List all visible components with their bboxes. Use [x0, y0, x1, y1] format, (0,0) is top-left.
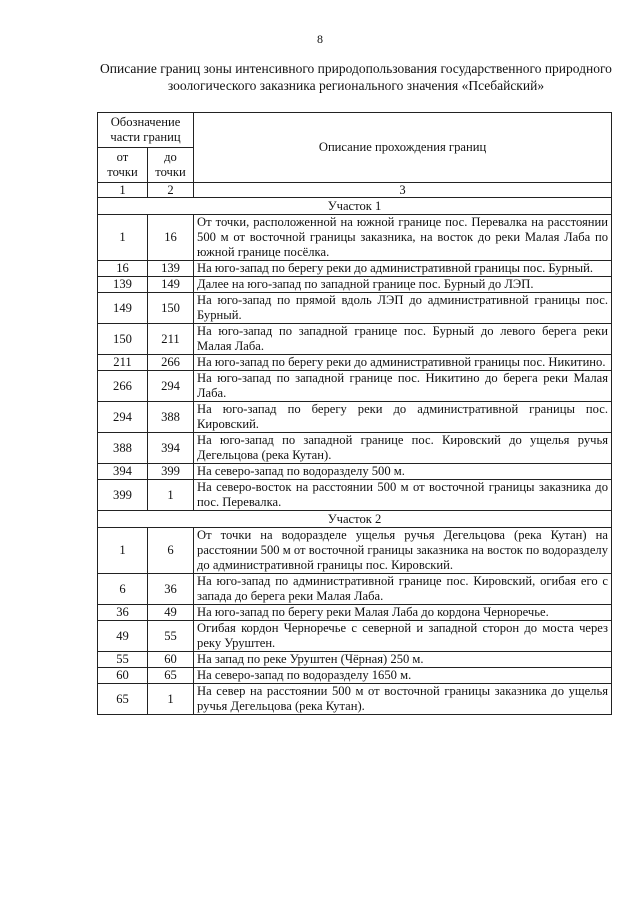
- boundary-description: На юго-запад по берегу реки Малая Лаба до кордона Черноречье.: [194, 605, 612, 621]
- boundary-description: На юго-запад по административной границе пос. Кировский, огибая его с запада до берега реки Малая Лаба.: [194, 574, 612, 605]
- point-to: 149: [148, 277, 194, 293]
- boundary-description: На юго-запад по берегу реки до административной границы пос. Никитино.: [194, 355, 612, 371]
- table-row: [98, 480, 612, 511]
- table-row: [98, 464, 612, 480]
- boundary-description: На юго-запад по берегу реки до административной границы пос. Бурный.: [194, 261, 612, 277]
- point-to: 399: [148, 464, 194, 480]
- table-row: [98, 684, 612, 715]
- table-row: [98, 652, 612, 668]
- point-to: 65: [148, 668, 194, 684]
- column-index-1: 1: [98, 183, 148, 198]
- boundary-description: На запад по реке Уруштен (Чёрная) 250 м.: [194, 652, 612, 668]
- boundary-description: На юго-запад по прямой вдоль ЛЭП до административной границы пос. Бурный.: [194, 293, 612, 324]
- boundary-description: От точки на водоразделе ущелья ручья Дегельцова (река Кутан) на расстоянии 500 м от восточной границы заказника на восток по водоразделу до административной границы пос. Кировский.: [194, 528, 612, 574]
- point-from: 6: [98, 574, 148, 605]
- point-to: 1: [148, 480, 194, 511]
- point-to: 6: [148, 528, 194, 574]
- point-to: 150: [148, 293, 194, 324]
- header-from: от точки: [98, 148, 148, 183]
- point-to: 294: [148, 371, 194, 402]
- point-to: 49: [148, 605, 194, 621]
- header-description: Описание прохождения границ: [194, 113, 612, 183]
- section-title: Участок 2: [98, 511, 612, 528]
- column-index-3: 3: [194, 183, 612, 198]
- table-row: [98, 605, 612, 621]
- boundary-description: На северо-восток на расстоянии 500 м от восточной границы заказника до пос. Перевалка.: [194, 480, 612, 511]
- table-row: [98, 355, 612, 371]
- point-from: 388: [98, 433, 148, 464]
- point-from: 211: [98, 355, 148, 371]
- point-from: 1: [98, 528, 148, 574]
- document-title: Описание границ зоны интенсивного природопользования государственного природного зоологического заказника регионального значения «Псебайский»: [100, 61, 612, 93]
- point-to: 36: [148, 574, 194, 605]
- boundary-description: Далее на юго-запад по западной границе пос. Бурный до ЛЭП.: [194, 277, 612, 293]
- point-to: 1: [148, 684, 194, 715]
- point-to: 60: [148, 652, 194, 668]
- point-from: 55: [98, 652, 148, 668]
- table-row: [98, 433, 612, 464]
- table-row: [98, 528, 612, 574]
- boundary-description: От точки, расположенной на южной границе пос. Перевалка на расстоянии 500 м от восточной границы заказника, на восток до реки Малая Лаба по южной границе посёлка.: [194, 215, 612, 261]
- point-to: 266: [148, 355, 194, 371]
- table-body: [98, 198, 612, 715]
- table-row: [98, 293, 612, 324]
- point-from: 65: [98, 684, 148, 715]
- table-row: [98, 215, 612, 261]
- boundary-description: Огибая кордон Черноречье с северной и западной сторон до моста через реку Уруштен.: [194, 621, 612, 652]
- boundary-description: На юго-запад по западной границе пос. Никитино до берега реки Малая Лаба.: [194, 371, 612, 402]
- point-from: 399: [98, 480, 148, 511]
- point-from: 394: [98, 464, 148, 480]
- point-to: 394: [148, 433, 194, 464]
- header-designation: Обозначение части границ: [98, 113, 194, 148]
- table-row: [98, 277, 612, 293]
- point-from: 60: [98, 668, 148, 684]
- boundary-description: На юго-запад по западной границе пос. Кировский до ущелья ручья Дегельцова (река Кутан).: [194, 433, 612, 464]
- point-to: 388: [148, 402, 194, 433]
- table-row: [98, 261, 612, 277]
- point-from: 266: [98, 371, 148, 402]
- point-to: 211: [148, 324, 194, 355]
- section-title: Участок 1: [98, 198, 612, 215]
- point-from: 149: [98, 293, 148, 324]
- boundary-description: На юго-запад по западной границе пос. Бурный до левого берега реки Малая Лаба.: [194, 324, 612, 355]
- table-row: [98, 668, 612, 684]
- column-index-2: 2: [148, 183, 194, 198]
- boundary-description: На северо-запад по водоразделу 1650 м.: [194, 668, 612, 684]
- point-from: 36: [98, 605, 148, 621]
- point-from: 49: [98, 621, 148, 652]
- point-from: 150: [98, 324, 148, 355]
- boundaries-table: [97, 112, 612, 715]
- page-number: 8: [317, 32, 323, 46]
- point-from: 139: [98, 277, 148, 293]
- point-to: 16: [148, 215, 194, 261]
- point-to: 55: [148, 621, 194, 652]
- table-row: [98, 574, 612, 605]
- point-from: 16: [98, 261, 148, 277]
- point-to: 139: [148, 261, 194, 277]
- boundary-description: На юго-запад по берегу реки до административной границы пос. Кировский.: [194, 402, 612, 433]
- table-row: [98, 324, 612, 355]
- boundary-description: На северо-запад по водоразделу 500 м.: [194, 464, 612, 480]
- table-row: [98, 371, 612, 402]
- table-row: [98, 621, 612, 652]
- point-from: 1: [98, 215, 148, 261]
- header-to: до точки: [148, 148, 194, 183]
- point-from: 294: [98, 402, 148, 433]
- table-row: [98, 402, 612, 433]
- boundary-description: На север на расстоянии 500 м от восточной границы заказника до ущелья ручья Дегельцова (река Кутан).: [194, 684, 612, 715]
